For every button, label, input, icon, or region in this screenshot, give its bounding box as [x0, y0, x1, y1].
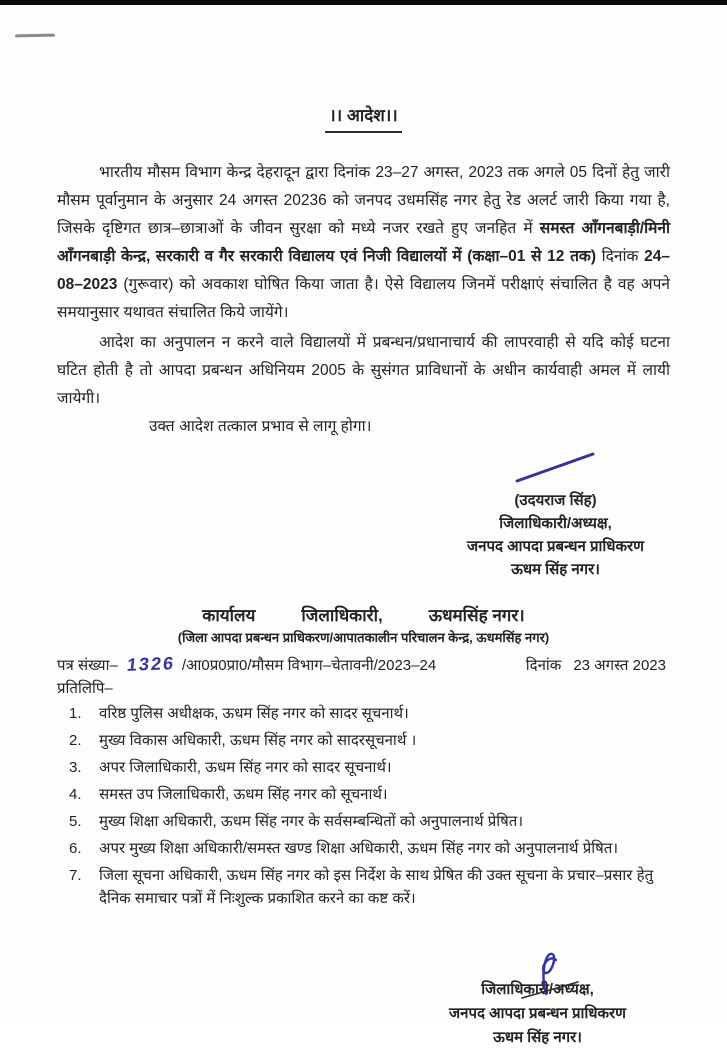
copy-item-number: 2. — [69, 732, 82, 749]
handwritten-letter-number: 1326 — [125, 653, 177, 675]
date-label: दिनांक — [525, 657, 562, 674]
signature-scribble-icon — [516, 944, 596, 1002]
copy-list-item — [57, 783, 670, 806]
copy-distribution-list — [57, 702, 670, 910]
reference-number-group — [57, 654, 436, 675]
copy-item-number: 5. — [69, 813, 82, 830]
paragraph-immediate-effect: उक्त आदेश तत्काल प्रभाव से लागू होगा। — [149, 418, 372, 435]
para1-segment-1: भारतीय मौसम विभाग केन्द्र देहरादून द्वारा दिनांक 23–27 अगस्त, 2023 तक अगले 05 दिनों हेतु जारी मौसम पूर्वानुमान के अनुसार 24 अगस्त 20236 को जनपद उधमसिंह नगर हेतु रेड अलर्ट जारी किया गया है, जिसके दृष्टिगत छात्र–छात्राओं के जीवन सुरक्षा को मध्ये नजर रखते हुए जनहित में — [57, 164, 670, 237]
copy-item-text: अपर जिलाधिकारी, ऊधम सिंह नगर को सादर सूचनार्थ। — [99, 759, 392, 776]
reference-date-group — [526, 655, 670, 675]
copy-item-text: अपर मुख्य शिक्षा अधिकारी/समस्त खण्ड शिक्षा अधिकारी, ऊधम सिंह नगर को अनुपालनार्थ प्रेषित। — [99, 840, 619, 857]
reference-suffix: /आ0प्र0प्रा0/मौसम विभाग–चेतावनी/2023–24 — [181, 657, 437, 674]
signatory-authority: जनपद आपदा प्रबन्धन प्राधिकरण — [467, 538, 644, 555]
para1-segment-5: (गुरूवार) को अवकाश घोषित किया जाता है। ऐसे विद्यालय जिनमें परीक्षाएं संचालित है वह अपने समयानुसार यथावत संचालित किये जायेंगे। — [57, 276, 670, 321]
copy-item-text: मुख्य शिक्षा अधिकारी, ऊधम सिंह नगर के सर्वसम्बन्धितों को अनुपालनार्थ प्रेषित। — [99, 813, 524, 830]
copy-item-text: मुख्य विकास अधिकारी, ऊधम सिंह नगर को सादरसूचनार्थ । — [99, 732, 417, 749]
bottom-signatory-designation: जिलाधिकारी/अध्यक्ष, — [481, 981, 594, 998]
copy-list-item — [57, 702, 670, 725]
document-content — [0, 5, 727, 1050]
office-heading-word-3: ऊधमसिंह नगर। — [428, 606, 525, 625]
paragraph-weather-alert — [57, 159, 670, 327]
office-heading-word-2: जिलाधिकारी, — [301, 606, 383, 625]
copy-item-number: 6. — [69, 840, 82, 857]
copies-heading: प्रतिलिपि– — [57, 680, 113, 697]
bottom-signatory-district: ऊधम सिंह नगर। — [493, 1029, 582, 1046]
para1-segment-3: दिनांक — [595, 248, 645, 265]
order-title-text: ।। आदेश।। — [325, 103, 401, 133]
copy-list-item — [57, 864, 670, 910]
signature-block-bottom — [449, 978, 626, 1050]
copy-list-item — [57, 837, 670, 860]
signatory-district: ऊधम सिंह नगर। — [511, 561, 600, 578]
copy-list-item — [57, 756, 670, 779]
copy-item-text: वरिष्ठ पुलिस अधीक्षक, ऊधम सिंह नगर को सादर सूचनार्थ। — [99, 705, 409, 722]
para1-segment-bold-schools: समस्त ऑंगनबाड़ी/मिनी ऑंगनबाड़ी केन्द्र, सरकारी व गैर सरकारी विद्यालय एवं निजी विद्यालयों में (कक्षा–01 से 12 तक) — [57, 220, 671, 265]
order-title — [57, 103, 670, 133]
office-subheading: (जिला आपदा प्रबन्धन प्राधिकरण/आपातकालीन परिचालन केन्द्र, ऊधमसिंह नगर) — [177, 630, 550, 645]
bottom-signatory-authority: जनपद आपदा प्रबन्धन प्राधिकरण — [449, 1005, 626, 1022]
signatory-name: (उदयराज सिंह) — [514, 492, 597, 509]
copy-list-item — [57, 729, 670, 752]
reference-line — [57, 654, 670, 675]
copy-item-number: 4. — [69, 786, 82, 803]
copy-list-item — [57, 810, 670, 833]
signature-stroke-icon — [511, 449, 601, 485]
copy-item-number: 1. — [69, 705, 82, 722]
copy-item-text: जिला सूचना अधिकारी, ऊधम सिंह नगर को इस निर्देश के साथ प्रेषित की उक्त सूचना के प्रचार–प्रसार हेतु दैनिक समाचार पत्रों में निःशुल्क प्रकाशित करने का कष्ट करें। — [99, 867, 654, 907]
signature-block-top — [467, 489, 644, 581]
copy-item-number: 3. — [69, 759, 82, 776]
paragraph-noncompliance-warning: आदेश का अनुपालन न करने वाले विद्यालयों में प्रबन्धन/प्रधानाचार्य की लापरवाही से यदि कोई घटना घटित होती है तो आपदा प्रबन्धन अधिनियम 2005 के सुसंगत प्राविधानों के अधीन कार्यवाही अमल में लायी जायेगी। — [57, 334, 670, 407]
office-heading-word-1: कार्यालय — [202, 606, 256, 625]
reference-label: पत्र संख्या– — [57, 657, 118, 674]
signatory-designation: जिलाधिकारी/अध्यक्ष, — [499, 515, 612, 532]
copy-item-text: समस्त उप जिलाधिकारी, ऊधम सिंह नगर को सूचनार्थ। — [99, 786, 388, 803]
date-value: 23 अगस्त 2023 — [573, 657, 666, 674]
para1-segment-bold-date: 24–08–2023 — [57, 248, 670, 293]
copy-item-number: 7. — [69, 867, 82, 884]
office-heading — [57, 603, 670, 626]
